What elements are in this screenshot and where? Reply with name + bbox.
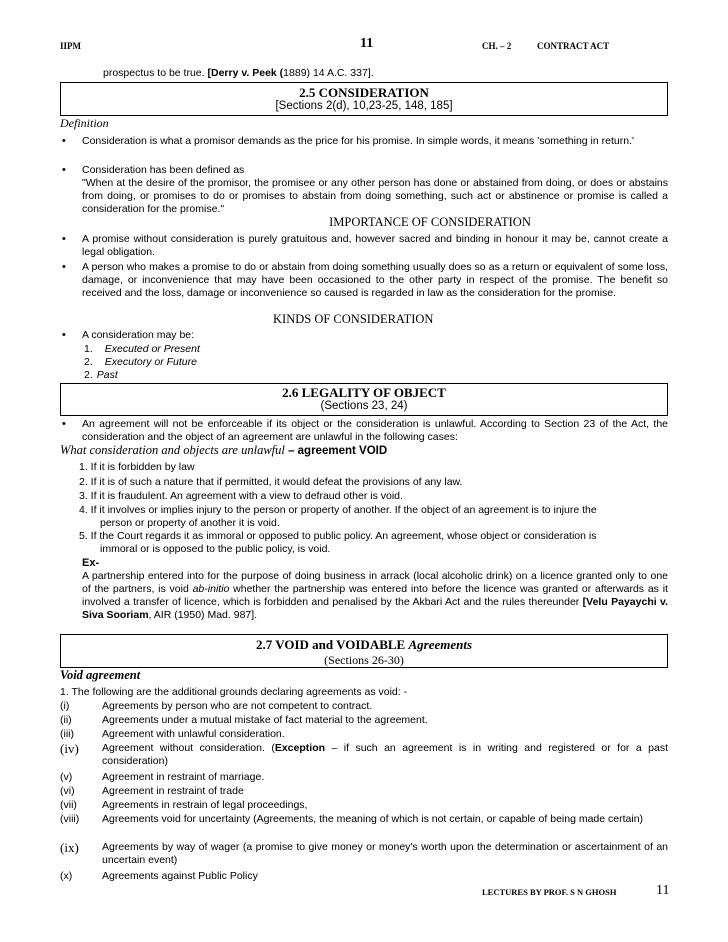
void-row-text: Agreements under a mutual mistake of fact material to the agreement. [102,714,428,726]
void-row-text: Agreements by person who are not competent to contract. [102,700,373,712]
bullet-icon: • [62,135,66,147]
void-row-text: Agreement in restraint of trade [102,785,244,797]
legality-heading-bold: – agreement VOID [284,445,388,457]
footer-text: LECTURES BY PROF. S N GHOSH [482,887,617,897]
bullet-icon: • [62,261,66,273]
example-italic: ab-initio [192,583,230,595]
void-row [60,771,670,785]
void-row-exception: Exception [274,742,326,754]
kinds-item-3-text: Past [96,369,118,381]
section-2-7-sub: (Sections 26-30) [324,653,404,667]
kinds-item-3-num: 2. [84,369,93,381]
void-row-num: (i) [60,700,70,712]
kinds-item-1-text: Executed or Present [104,343,200,355]
header-left: IIPM [60,41,81,51]
section-2-6-box [60,383,668,416]
section-2-6-sub: (Sections 23, 24) [320,400,408,412]
void-row-text: Agreements void for uncertainty (Agreements, the meaning of which is not certain, or capable of being made certain) [102,813,644,825]
bullet-icon: • [62,233,66,245]
section-2-7-title-italic: Agreements [408,637,473,652]
void-row-text-a: Agreement without consideration. ( [102,742,275,754]
legality-item-5: 5. If the Court regards it as immoral or opposed to public policy. An agreement, whose object or consideration is [79,530,597,542]
legality-item-4: 4. If it involves or implies injury to the person or property of another. If the object of an agreement is to injure the [79,504,597,516]
kinds-item-3 [84,369,118,382]
void-row [60,841,670,870]
void-row-num: (v) [60,771,73,783]
void-row-num: (ii) [60,714,72,726]
void-row-text: Agreement with unlawful consideration. [102,728,285,740]
void-row [60,870,670,884]
legality-item-2: 2. If it is of such a nature that if permitted, it would defeat the provisions of any law. [79,476,463,488]
kinds-item-1 [84,343,200,356]
header-title: CONTRACT ACT [537,41,610,51]
legality-bullet: An agreement will not be enforceable if its object or the consideration is unlawful. According to Section 23 of the Act, the consideration and the object of an agreement are unlawful in the following cases: [82,418,668,443]
section-2-6-title: 2.6 LEGALITY OF OBJECT [282,385,446,400]
void-row-text: Agreements in restrain of legal proceedings, [102,799,308,811]
importance-bullet-2: A person who makes a promise to do or abstain from doing something usually does so as a return or equivalent of some loss, damage, or inconvenience that may have been occasioned to the other party in respect of the promise. The benefit so received and the loss, damage or inconvenience so caused is regarded in law as the consideration for the promise. [82,261,668,299]
header-chapter: CH. – 2 [482,41,512,51]
void-row-num: (vii) [60,799,77,811]
header-page-number: 11 [360,36,374,51]
example-text-2: whether the partnership was entered into before the licence was granted or afterwards as it involved a transfer of licence, which is forbidden and penalised by the Akbari Act and the rules thereunder [82,583,668,608]
void-row [60,742,670,771]
section-2-7-title [61,637,667,653]
section-2-7-box [60,634,668,668]
kinds-item-1-num: 1. [84,343,93,355]
section-2-7-title-text: 2.7 VOID and VOIDABLE [255,637,409,652]
kinds-item-2 [84,356,197,369]
void-row [60,813,670,841]
section-2-5-sub: [Sections 2(d), 10,23-25, 148, 185] [275,100,453,112]
definition-bullet-1: Consideration is what a promisor demands as the price for his promise. In simple words, it means 'something in return.' [82,135,634,147]
void-row-text: Agreements against Public Policy [102,870,258,882]
void-row [60,728,670,742]
kinds-item-2-num: 2. [84,356,93,368]
bullet-icon: • [62,164,66,176]
legality-item-1: 1. If it is forbidden by law [79,461,195,473]
void-row [60,714,670,728]
intro-line [103,67,374,80]
section-2-5-box [60,82,668,116]
definition-bullet-2a: Consideration has been defined as [82,164,245,176]
intro-case: [Derry v. Peek ( [207,67,284,79]
example-label: Ex- [82,557,100,569]
void-row-num: (iv) [60,741,79,756]
example-case: [Velu Payaychi v. Siva Sooriam [82,596,668,621]
definition-label: Definition [60,116,109,130]
example-cite: , AIR (1950) Mad. 987]. [148,609,258,621]
void-row-num: (x) [60,870,73,882]
kinds-bullet: A consideration may be: [82,329,195,341]
footer-page-number: 11 [656,883,670,898]
legality-item-5-cont: immoral or is opposed to the public policy, is void. [100,543,331,555]
void-row [60,700,670,714]
kinds-item-2-text: Executory or Future [104,356,197,368]
legality-heading [60,443,387,458]
legality-heading-italic: What consideration and objects are unlawful [60,443,285,457]
importance-bullet-1: A promise without consideration is purely gratuitous and, however sacred and binding in honour it may be, cannot create a legal obligation. [82,233,668,258]
void-row-text: Agreements by way of wager (a promise to give money or money's worth upon the determination or ascertainment of an uncertain event) [102,841,668,866]
kinds-heading: KINDS OF CONSIDERATION [273,312,434,326]
legality-item-4-cont: person or property of another it is void. [100,517,280,529]
intro-text: prospectus to be true. [103,67,208,79]
void-row [60,785,670,799]
void-row-text-c: – if such an agreement is in writing and registered or for a past consideration) [102,742,668,767]
example-text [82,570,668,622]
importance-heading: IMPORTANCE OF CONSIDERATION [329,215,531,229]
void-label: Void agreement [60,668,141,682]
legality-item-3: 3. If it is fraudulent. An agreement with a view to defraud other is void. [79,490,403,502]
section-2-5-title: 2.5 CONSIDERATION [299,85,429,100]
void-row-text: Agreement in restraint of marriage. [102,771,265,783]
void-row-text [102,742,668,768]
void-intro: 1. The following are the additional grounds declaring agreements as void: - [60,686,408,698]
void-row-num: (viii) [60,813,80,825]
void-row-num: (iii) [60,728,74,740]
example-text-1: A partnership entered into for the purpose of doing business in arrack (local alcoholic drink) on a licence granted only to one of the partners, is void [82,570,668,595]
bullet-icon: • [62,329,66,341]
intro-year: 1889) 14 A.C. 337]. [283,67,374,79]
void-row-num: (vi) [60,785,75,797]
definition-bullet-2b: "When at the desire of the promisor, the promisee or any other person has done or abstained from doing, or does or abstains from doing, or promises to do or promises to abstain from doing something, such act or abstinence or promise is called a consideration for the promise." [82,177,668,215]
void-row [60,799,670,813]
void-row-num: (ix) [60,840,79,855]
void-list [60,700,670,884]
bullet-icon: • [62,418,66,430]
